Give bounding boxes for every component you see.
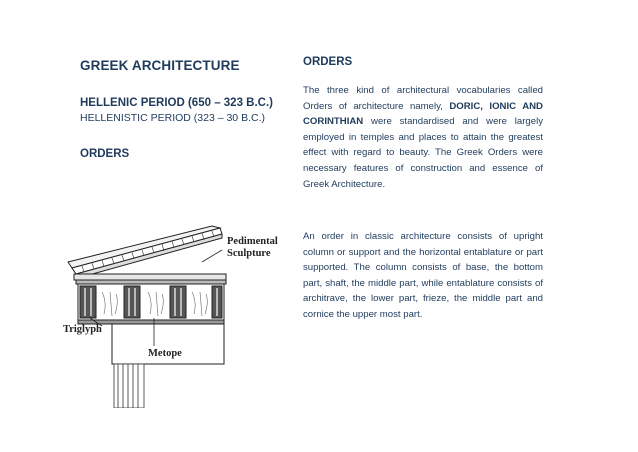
orders-paragraph-1: [303, 83, 543, 192]
hellenistic-period-subheading: HELLENISTIC PERIOD (323 – 30 B.C.): [80, 112, 265, 124]
column-shaft: [114, 364, 144, 408]
doric-entablature-illustration: [62, 222, 287, 408]
orders-section-heading: ORDERS: [80, 148, 130, 160]
para1-orders-names: DORIC, IONIC AND CORINTHIAN: [303, 100, 543, 128]
horizontal-cornice: [74, 274, 226, 284]
right-column: [303, 56, 543, 192]
hellenic-period-heading: HELLENIC PERIOD (650 – 323 B.C.): [80, 97, 273, 109]
left-column: [80, 58, 285, 160]
orders-heading: ORDERS: [303, 56, 353, 68]
pedimental-label: Pedimental: [227, 236, 278, 247]
para1-text-a: The three kind of architectural vocabularies called Orders of architecture namely,: [303, 85, 543, 112]
metope-label: Metope: [148, 348, 182, 359]
pediment-cornice: [68, 226, 222, 278]
frieze: [78, 284, 224, 320]
orders-paragraph-2: An order in classic architecture consists of upright column or support and the horizontal entablature or part supported. The column consists of base, the bottom part, shaft, the middle part, while entablature consists of architrave, the lower part, frieze, the middle part and cornice the upper most part.: [303, 231, 543, 320]
triglyph-label: Triglyph: [63, 324, 102, 335]
sculpture-label: Sculpture: [227, 248, 271, 259]
para1-text-b: were standardised and were largely employed in temples and places to attain the greatest effect with regard to beauty. The Greek Orders were necessary features of construction and essence of Greek Architecture.: [303, 116, 543, 190]
page-title: GREEK ARCHITECTURE: [80, 58, 240, 73]
